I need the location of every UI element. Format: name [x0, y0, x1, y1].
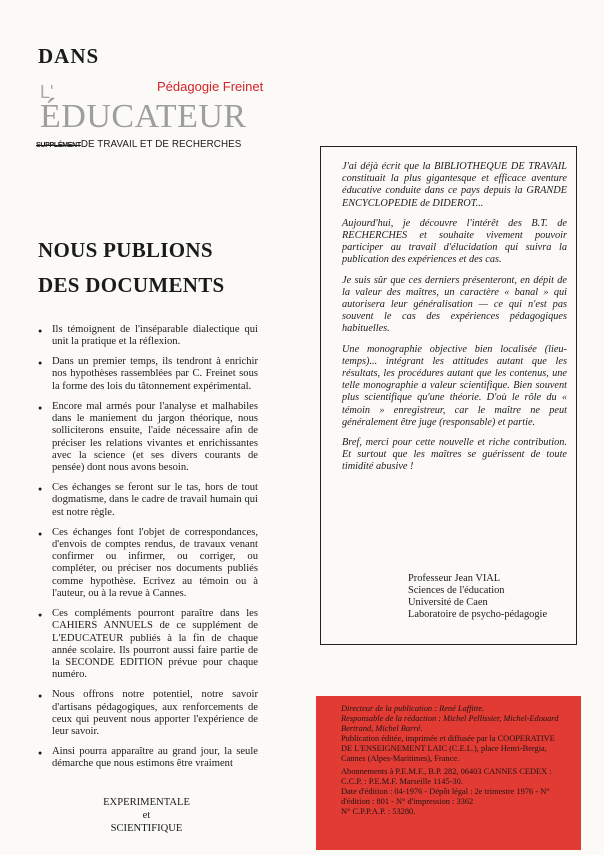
- masthead-l-prefix: L': [40, 82, 54, 102]
- masthead-educateur-title: ÉDUCATEUR: [40, 98, 247, 135]
- signature-line: Professeur Jean VIAL: [408, 573, 501, 584]
- bullet-item: ● Ainsi pourra apparaître au grand jour, la seule démarche que nous estimons être vraiment: [38, 746, 258, 771]
- testimonial-signature: [408, 573, 547, 621]
- bullet-item: ● Nous offrons notre potentiel, notre savoir d'artisans pédagogiques, aux renforcements de ceux qui peuvent nous apporter l'expérience de leur savoir.: [38, 689, 258, 738]
- heading-line-1: NOUS PUBLIONS: [38, 238, 213, 262]
- closing-line-1: EXPERIMENTALE: [103, 797, 190, 808]
- testimonial-box: [320, 146, 577, 645]
- colophon-directeur: Directeur de la publication : René Laffitte.: [341, 704, 485, 713]
- testimonial-paragraph: Une monographie objective bien localisée (lieu-temps)... intégrant les attitudes autant que les résultats, les procédures autant que les contenus, une telle monographie a valeur scientifique. Bien souvent plus scientifique qu'une théorie. D'où le rôle du « témoin » enregistreur, car le maître ne peut généralement être juge (responsable) et partie.: [342, 343, 567, 428]
- signature-line: Université de Caen: [408, 597, 488, 608]
- bullet-item: ● Dans un premier temps, ils tendront à enrichir nos hypothèses rassemblées par C. Freinet sous la forme des lois du tâtonnement expérimental.: [38, 356, 258, 393]
- colophon-cppap: N° C.P.P.A.P. : 53280.: [341, 807, 416, 816]
- closing-emphasis: [74, 796, 219, 835]
- colophon-publication: Publication éditée, imprimée et diffusée par la COOPERATIVE DE L'ENSEIGNEMENT LAIC (C.E.L.), place Henri-Bergia, Cannes (Alpes-Maritimes), France.: [341, 734, 555, 763]
- colophon-dates: Date d'édition : 04-1976 - Dépôt légal : 2e trimestre 1976 - N° d'édition : 801 - N° d'impression : 3362: [341, 787, 550, 806]
- heading-line-2: DES DOCUMENTS: [38, 273, 225, 297]
- colophon-responsable: Responsable de la rédaction : Michel Pellissier, Michel-Edouard Bertrand, Michel Barré.: [341, 714, 559, 733]
- testimonial-paragraph: Bref, merci pour cette nouvelle et riche contribution. Et surtout que les maîtres se guérissent de toute timidité abusive !: [342, 437, 567, 473]
- bullet-list: [38, 324, 258, 778]
- masthead-pedagogie-freinet: Pédagogie Freinet: [157, 79, 264, 94]
- supplement-small: SUPPLÉMENT: [36, 142, 81, 149]
- closing-line-2: et: [142, 810, 151, 821]
- bullet-item: ● Ces échanges font l'objet de correspondances, d'envois de comptes rendus, de travaux venant confirmer ou infirmer, ou corriger, ou compléter, ou préciser nos documents publiés comme hypothèse. Ecrivez au témoin ou à l'auteur, ou à la revue à Cannes.: [38, 527, 258, 601]
- bullet-item: ● Ces compléments pourront paraître dans les CAHIERS ANNUELS de ce supplément de L'EDUCATEUR publiés à la fin de chaque année scolaire. Ils pourront aussi faire partie de la SECONDE EDITION prévue pour chaque numéro.: [38, 608, 258, 682]
- supplement-main: DE TRAVAIL ET DE RECHERCHES: [80, 139, 242, 150]
- signature-line: Laboratoire de psycho-pédagogie: [408, 609, 548, 620]
- masthead-dans: DANS: [38, 44, 100, 68]
- bullet-item: ● Ces échanges se feront sur le tas, hors de tout dogmatisme, dans le cadre de travail humain qui est notre règle.: [38, 482, 258, 519]
- colophon-abonnements: Abonnements à P.E.M.F., B.P. 282, 06403 CANNES CEDEX : C.C.P. : P.E.M.F. Marseille 1145-30.: [341, 767, 552, 786]
- bullet-item: ● Encore mal armés pour l'analyse et malhabiles dans le maniement du jargon théorique, nous solliciterons ensuite, l'aide nécessaire afin de préciser les relations vivantes et enrichissantes avec la science (et ses divers courants de pensée) dont nous avons besoin.: [38, 401, 258, 475]
- masthead-supplement: [36, 139, 241, 150]
- bullet-item: ● Ils témoignent de l'inséparable dialectique qui unit la pratique et la réflexion.: [38, 324, 258, 349]
- signature-line: Sciences de l'éducation: [408, 585, 505, 596]
- page-heading: [38, 233, 225, 303]
- closing-line-3: SCIENTIFIQUE: [110, 823, 183, 834]
- testimonial-paragraph: J'ai déjà écrit que la BIBLIOTHEQUE DE TRAVAIL constituait la plus gigantesque et efficace aventure éducative conduite dans ce pays depuis la GRANDE ENCYCLOPEDIE de DIDEROT...: [342, 161, 567, 209]
- testimonial-paragraph: Je suis sûr que ces derniers présenteront, en dépit de la valeur des maîtres, un caractère « banal » qui autorisera leur généralisation — ce qui n'est pas souvent le cas des expériences pédagogiques habituelles.: [342, 274, 567, 335]
- testimonial-text: [342, 161, 567, 482]
- testimonial-paragraph: Aujourd'hui, je découvre l'intérêt des B.T. de RECHERCHES et souhaite vivement pouvoir participer au travail d'élucidation qui suivra la publication des expériences et des cas.: [342, 217, 567, 266]
- colophon-box: [316, 696, 581, 850]
